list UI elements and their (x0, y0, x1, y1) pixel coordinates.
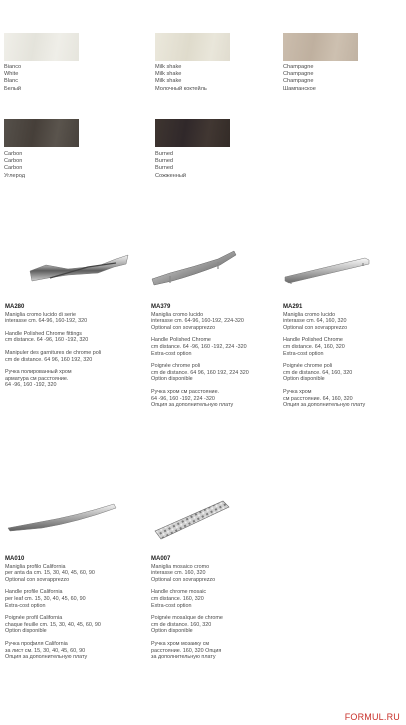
product-ma010 (5, 556, 120, 667)
description-line: Optional con sovrapprezzo (5, 576, 70, 583)
description-line: cm distance. 160, 320 (151, 595, 204, 602)
description-line: Ручка полированный хром (5, 369, 72, 376)
finish-label-line: Белый (4, 85, 22, 92)
description-english (151, 589, 266, 609)
description-line: Optional con sovrapprezzo (151, 324, 216, 331)
description-line: Extra-cost option (5, 602, 46, 609)
description-line: Handle Polished Chrome fittings (5, 330, 83, 337)
finish-label-line: Milk shake (155, 64, 182, 70)
finish-label-bianco (4, 64, 21, 93)
handle-ma010-image (6, 502, 118, 532)
description-line: Extra-cost option (151, 602, 192, 609)
description-line: Handle Polished Chrome (151, 337, 211, 344)
description-french (283, 363, 398, 383)
finish-label-line: Carbon (4, 158, 23, 165)
description-italian (5, 312, 120, 325)
product-code: MA291 (283, 304, 303, 310)
description-line: Optional con sovrapprezzo (151, 576, 216, 583)
description-line: 64 -96, 160 -192, 224 -320 (151, 395, 215, 402)
description-line: cm distance. 64, 160, 320 (283, 343, 345, 350)
finish-label-line: Milk shake (155, 78, 182, 85)
description-line: за лист см. 15, 30, 40, 45, 60, 90 (5, 647, 86, 654)
finish-label-line: Carbon (4, 151, 23, 157)
description-french (5, 350, 120, 363)
description-line: Manipuler des garnitures de chrome poli (5, 349, 102, 356)
product-ma007 (151, 556, 266, 667)
description-line: Option disponible (283, 376, 325, 383)
finish-label-champagne (283, 64, 316, 93)
finish-label-line: Champagne (283, 64, 314, 70)
finish-label-line: White (4, 71, 19, 78)
description-line: Опция за дополнительную плату (151, 402, 234, 409)
description-english (5, 589, 120, 609)
description-line: interasse cm. 160, 320 (151, 570, 206, 577)
handle-ma291-image (283, 253, 375, 285)
finish-label-line: Burned (155, 158, 174, 165)
description-line: расстояние. 160, 320 Опция (151, 647, 222, 654)
description-line: cm de distance. 64 96, 160 192, 224 320 (151, 369, 249, 376)
finish-swatch-bianco (4, 33, 79, 61)
handle-ma007-image (151, 497, 233, 543)
description-italian (151, 564, 266, 584)
product-code: MA010 (5, 556, 25, 562)
handle-ma379-image (148, 243, 240, 291)
finish-label-line: Молочный коктейль (155, 85, 207, 92)
description-line: chaque feuille cm. 15, 30, 40, 45, 60, 90 (5, 621, 101, 628)
handle-ma280-image (28, 245, 133, 290)
description-line: Extra-cost option (151, 350, 192, 357)
finish-label-line: Сожженный (155, 172, 187, 179)
description-french (151, 363, 266, 383)
description-line: за дополнительную плату (151, 654, 216, 661)
finish-label-line: Milk shake (155, 71, 182, 78)
description-russian (5, 641, 120, 661)
description-line: cm distance. 64 -96, 160 -192, 320 (5, 337, 89, 344)
product-code: MA280 (5, 304, 25, 310)
description-line: Handle Polished Chrome (283, 337, 343, 344)
description-line: per leaf cm. 15, 30, 40, 45, 60, 90 (5, 595, 86, 602)
finish-label-milk-shake (155, 64, 207, 93)
description-line: Опция за дополнительную плату (5, 654, 88, 661)
description-line: Option disponible (151, 628, 193, 635)
description-italian (151, 312, 266, 332)
description-line: cm de distance. 64 96, 160 192, 320 (5, 356, 93, 363)
description-italian (5, 564, 120, 584)
description-line: Опция за дополнительную плату (283, 402, 366, 409)
description-line: cm de distance. 64, 160, 320 (283, 369, 353, 376)
description-line: арматура см расстояние. (5, 375, 69, 382)
description-english (283, 337, 398, 357)
description-russian (151, 389, 266, 409)
finish-label-burned (155, 151, 186, 180)
finish-swatch-burned (155, 119, 230, 147)
finish-label-line: Champagne (283, 71, 314, 78)
description-line: interasse cm. 64-96, 160-192, 224-320 (151, 318, 244, 325)
product-code: MA007 (151, 556, 171, 562)
description-line: Option disponible (5, 628, 47, 635)
description-french (5, 615, 120, 635)
description-line: Option disponible (151, 376, 193, 383)
description-russian (5, 369, 120, 389)
description-line: Maniglia mosaico cromo (151, 563, 210, 570)
product-ma291 (283, 304, 398, 415)
finish-label-line: Champagne (283, 78, 314, 85)
product-ma379 (151, 304, 266, 415)
description-line: Ручка профиля California (5, 640, 68, 647)
description-line: interasse cm. 64, 160, 320 (283, 318, 347, 325)
description-line: Maniglia cromo lucido (283, 311, 336, 318)
description-english (151, 337, 266, 357)
description-line: Optional con sovrapprezzo (283, 324, 348, 331)
description-line: per anta da cm. 15, 30, 40, 45, 60, 90 (5, 570, 95, 577)
description-russian (283, 389, 398, 409)
description-russian (151, 641, 266, 661)
description-english (5, 331, 120, 344)
product-ma280 (5, 304, 120, 395)
product-code: MA379 (151, 304, 171, 310)
watermark: FORMUL.RU (344, 712, 400, 722)
description-line: см расстояние. 64, 160, 320 (283, 395, 353, 402)
finish-label-line: Углерод (4, 172, 25, 179)
description-line: 64 -96, 160 -192, 320 (5, 382, 57, 389)
description-line: Poignée profil California (5, 615, 63, 622)
finish-swatch-champagne (283, 33, 358, 61)
description-line: cm distance. 64 -96, 160 -192, 224 -320 (151, 343, 247, 350)
description-line: Handle profile California (5, 589, 63, 596)
finish-label-carbon (4, 151, 25, 180)
description-line: Ручка хром мозаику см (151, 640, 210, 647)
description-line: Poignée mosaïque de chrome (151, 615, 223, 622)
description-line: Poignée chrome poli (283, 363, 333, 370)
description-line: interasse cm. 64-96, 160-192, 320 (5, 318, 88, 325)
description-french (151, 615, 266, 635)
finish-label-line: Bianco (4, 64, 22, 70)
description-line: Poignée chrome poli (151, 363, 201, 370)
description-line: Maniglia cromo lucido di serie (5, 311, 77, 318)
finish-label-line: Burned (155, 165, 174, 172)
finish-label-line: Шампанское (283, 85, 316, 92)
finish-swatch-carbon (4, 119, 79, 147)
description-line: cm de distance. 160, 320 (151, 621, 212, 628)
finish-label-line: Burned (155, 151, 174, 157)
description-italian (283, 312, 398, 332)
description-line: Ручка хром см расстояние. (151, 388, 220, 395)
description-line: Extra-cost option (283, 350, 324, 357)
finish-label-line: Carbon (4, 165, 23, 172)
description-line: Handle chrome mosaic (151, 589, 207, 596)
finish-swatch-milk-shake (155, 33, 230, 61)
description-line: Ручка хром (283, 388, 312, 395)
description-line: Maniglia cromo lucido (151, 311, 204, 318)
description-line: Maniglia profilo California (5, 563, 66, 570)
finish-label-line: Blanc (4, 78, 18, 85)
